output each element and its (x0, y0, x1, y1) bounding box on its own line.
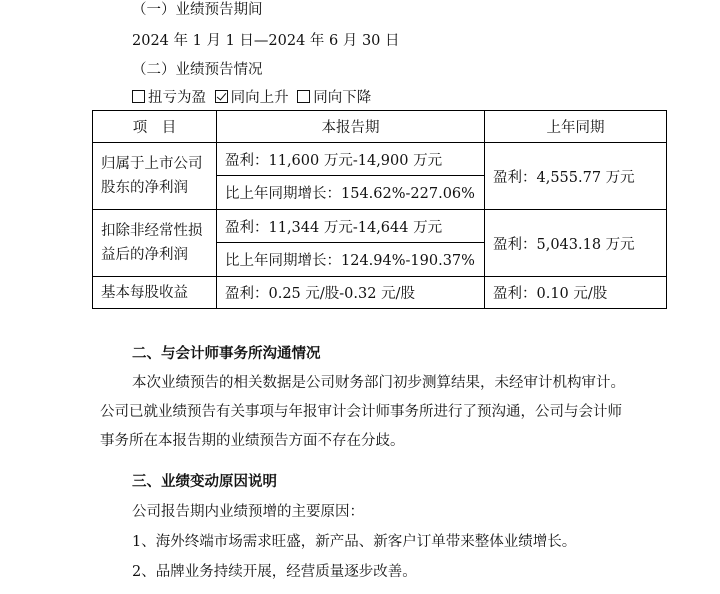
section-change-reasons-heading: 三、业绩变动原因说明 (132, 474, 277, 490)
forecast-period-text: 2024 年 1 月 1 日—2024 年 6 月 30 日 (132, 33, 400, 49)
prior-profit: 盈利：4,555.77 万元 (485, 143, 667, 210)
forecast-table (92, 110, 667, 309)
reason-item: 2、品牌业务持续开展，经营质量逐步改善。 (132, 564, 417, 580)
header-prior-period: 上年同期 (485, 111, 667, 143)
current-growth-range: 比上年同期增长：124.94%-190.37% (217, 243, 485, 277)
table-header-row (93, 111, 667, 143)
current-profit-range: 盈利：11,344 万元-14,644 万元 (217, 210, 485, 243)
table-row (93, 277, 667, 309)
option-decrease: 同向下降 (297, 90, 371, 106)
current-profit-range: 盈利：11,600 万元-14,900 万元 (217, 143, 485, 176)
paragraph-line: 本次业绩预告的相关数据是公司财务部门初步测算结果，未经审计机构审计。 (132, 375, 625, 391)
section-forecast-heading: （二）业绩预告情况 (132, 62, 263, 78)
paragraph-line: 公司已就业绩预告有关事项与年报审计会计师事务所进行了预沟通，公司与会计师 (100, 404, 622, 420)
header-current-period: 本报告期 (217, 111, 485, 143)
table-row (93, 143, 667, 176)
header-item: 项 目 (93, 111, 217, 143)
prior-eps: 盈利：0.10 元/股 (485, 277, 667, 309)
checkbox-checked-icon (215, 90, 228, 103)
checkbox-unchecked-icon (297, 90, 310, 103)
current-eps-range: 盈利：0.25 元/股-0.32 元/股 (217, 277, 485, 309)
row-item-eps: 基本每股收益 (93, 277, 217, 309)
option-turn-profit: 扭亏为盈 (132, 90, 206, 106)
current-growth-range: 比上年同期增长：154.62%-227.06% (217, 176, 485, 210)
row-item-deducted-net-profit: 扣除非经常性损益后的净利润 (93, 210, 217, 277)
section-auditor-communication-heading: 二、与会计师事务所沟通情况 (132, 346, 321, 362)
table-row (93, 210, 667, 243)
forecast-type-options (132, 86, 375, 107)
row-item-net-profit: 归属于上市公司股东的净利润 (93, 143, 217, 210)
checkbox-unchecked-icon (132, 90, 145, 103)
reason-item: 1、海外终端市场需求旺盛，新产品、新客户订单带来整体业绩增长。 (132, 534, 577, 550)
option-increase: 同向上升 (215, 90, 289, 106)
reasons-intro: 公司报告期内业绩预增的主要原因： (132, 504, 364, 520)
section-period-heading: （一）业绩预告期间 (132, 2, 263, 18)
paragraph-line: 事务所在本报告期的业绩预告方面不存在分歧。 (100, 433, 405, 449)
prior-profit: 盈利：5,043.18 万元 (485, 210, 667, 277)
